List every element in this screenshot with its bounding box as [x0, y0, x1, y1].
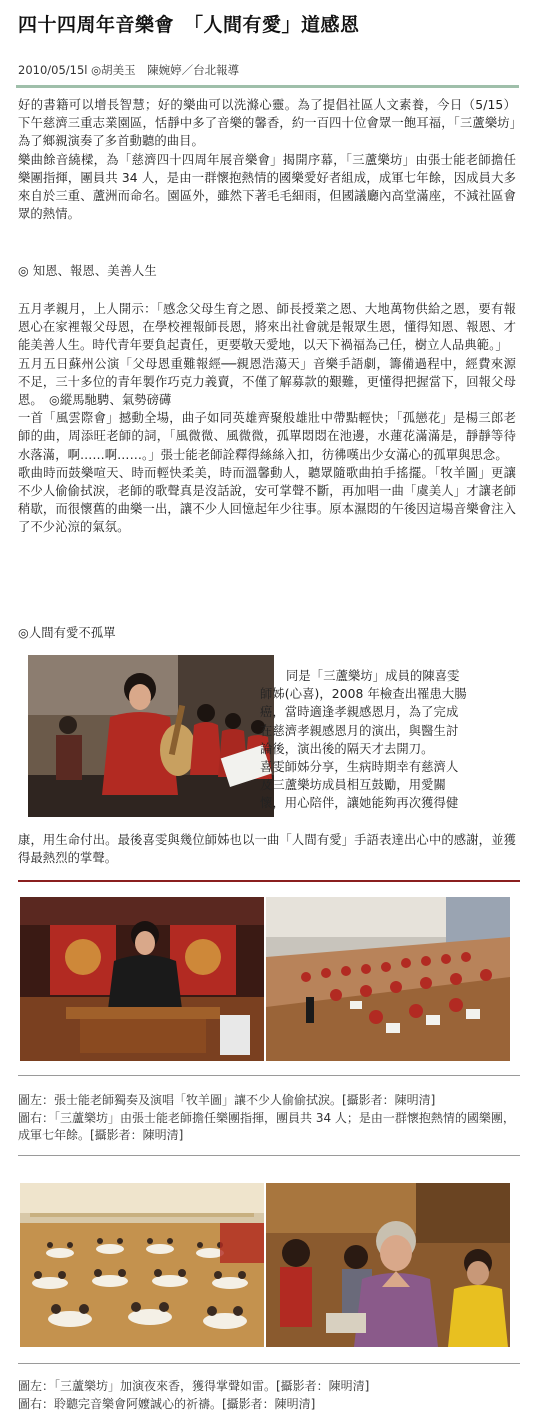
grandma-prayer-image [266, 1183, 510, 1347]
header-rule [16, 85, 519, 88]
caption-rule [18, 1075, 520, 1076]
section-divider [18, 880, 520, 882]
paragraph-songs: 一首「風雲際會」撼動全場，曲子如同英雄齊聚般雄壯中帶點輕快；「孤戀花」是楊三郎老師的曲，周添旺老師的詞，「風微微、風微微，孤單悶悶在池邊，水蓮花滿滿是，靜靜等待水落滿，啊……啊……。」張士能老師詮釋得絲絲入扣，彷彿嘆出少女滿心的孤單與思念。 [18, 411, 516, 462]
text-line: 喜雯師姊分享，生病時期幸有慈濟人 [260, 760, 459, 775]
paragraph-closing: 康，用生命付出。最後喜雯與幾位師姊也以一曲「人間有愛」手語表達出心中的感謝，並獲得最熱烈的掌聲。 [18, 833, 516, 866]
orchestra-image [266, 897, 510, 1061]
article-body-middle [18, 300, 516, 537]
caption-left: 圖左：張士能老師獨奏及演唱「牧羊圖」讓不少人偷偷拭淚。[攝影者：陳明清] [18, 1093, 436, 1107]
caption-right: 圖右：「三蘆樂坊」由張士能老師擔任樂團指揮，團員共 34 人；是由一群懷抱熱情的國樂團，成軍七年餘。[攝影者：陳明清] [18, 1110, 515, 1142]
text-line: 在慈濟孝親感恩月的演出，與醫生討 [260, 723, 459, 738]
audience-hall-image [20, 1183, 264, 1347]
caption-left: 圖左：「三蘆樂坊」加演夜來香，獲得掌聲如雷。[攝影者：陳明清] [18, 1379, 370, 1393]
text-line: 論後，演出後的隔天才去開刀。 [260, 741, 434, 756]
paragraph-encore: 歌曲時而鼓樂喧天、時而輕快柔美，時而溫馨動人，聽眾隨歌曲拍手搖擺。「牧羊圖」更讓不少人偷偷拭淚，老師的歌聲真是沒話說，安可掌聲不斷，再加唱一曲「虞美人」才讓老師稍歇，而很懷舊的曲樂一出，讓不少人回憶起年少往事。原本濕悶的午後因這場音樂會注入了不少沁涼的氣氛。 [18, 465, 516, 535]
photo-orchestra-hall [266, 897, 510, 1061]
caption-right: 圖右：聆聽完音樂會阿嬤誠心的祈禱。[攝影者：陳明清] [18, 1396, 316, 1411]
caption-set-1 [18, 1092, 518, 1145]
caption-set-2 [18, 1378, 518, 1413]
text-line: 懷，用心陪伴，讓她能夠再次獲得健 [260, 796, 459, 811]
article-byline: 2010/05/15l ◎胡美玉 陳婉婷／台北報導 [18, 63, 240, 77]
section-heading-love: ◎人間有愛不孤單 [18, 626, 116, 640]
singer-image [20, 897, 264, 1061]
article-body-top [18, 96, 516, 223]
text-line: 同是「三蘆樂坊」成員的陳喜雯 [286, 669, 460, 683]
paragraph-intro: 好的書籍可以增長智慧；好的樂曲可以洗滌心靈。為了提倡社區人文素養，今日（5/15）下午慈濟三重志業園區，恬靜中多了音樂的馨香，約一百四十位會眾一飽耳福，「三蘆樂坊」為了鄉親演奏了多首動聽的曲目。 [18, 98, 516, 149]
photo-grandma-prayer [266, 1183, 510, 1347]
text-line: 癌，當時適逢孝親感恩月，為了完成 [260, 705, 459, 720]
caption-rule [18, 1363, 520, 1364]
photo-pipa-performer [28, 655, 274, 817]
paragraph-suzhou: 五月五日蘇州公演「父母恩重難報經──親恩浩蕩天」音樂手語劇，籌備過程中，經費來源不足，三十多位的青年製作巧克力義賣，不僅了解募款的艱難，更懂得把握當下，回報父母恩。 ◎縱馬馳騁、氣勢磅礡 [18, 356, 516, 408]
pipa-performer-image [28, 655, 274, 817]
caption-rule [18, 1155, 520, 1156]
text-line: 及三蘆樂坊成員相互鼓勵，用愛關 [260, 778, 446, 793]
article-title: 四十四周年音樂會 「人間有愛」道感恩 [18, 14, 360, 36]
paragraph-opening: 樂曲餘音繞樑，為「慈濟四十四周年展音樂會」揭開序幕，「三蘆樂坊」由張士能老師擔任樂團指揮，團員共 34 人，是由一群懷抱熱情的國樂愛好者組成，成軍七年餘，因成員大多來自於三重、蘆洲而命名。園區外，雖然下著毛毛細雨，但國議廳內高堂滿座，不減社區會眾的熱情。 [18, 152, 516, 222]
paragraph-filial-month: 五月孝親月，上人開示：「感念父母生育之恩、師長授業之恩、大地萬物供給之恩，要有報恩心在家裡報父母恩，在學校裡報師長恩，將來出社會就是報眾生恩，懂得知恩、報恩、才能美善人生。時代青年要負起責任，更要敬天愛地，以天下禍福為己任，樹立人品典範。」 [18, 302, 516, 353]
article-body-photo-side [260, 667, 518, 813]
section-heading-gratitude: ◎ 知恩、報恩、美善人生 [18, 264, 157, 278]
text-line: 師姊(心喜)，2008 年檢查出罹患大腸 [260, 687, 467, 702]
photo-singer-dulcimer [20, 897, 264, 1061]
photo-audience-hall [20, 1183, 264, 1347]
